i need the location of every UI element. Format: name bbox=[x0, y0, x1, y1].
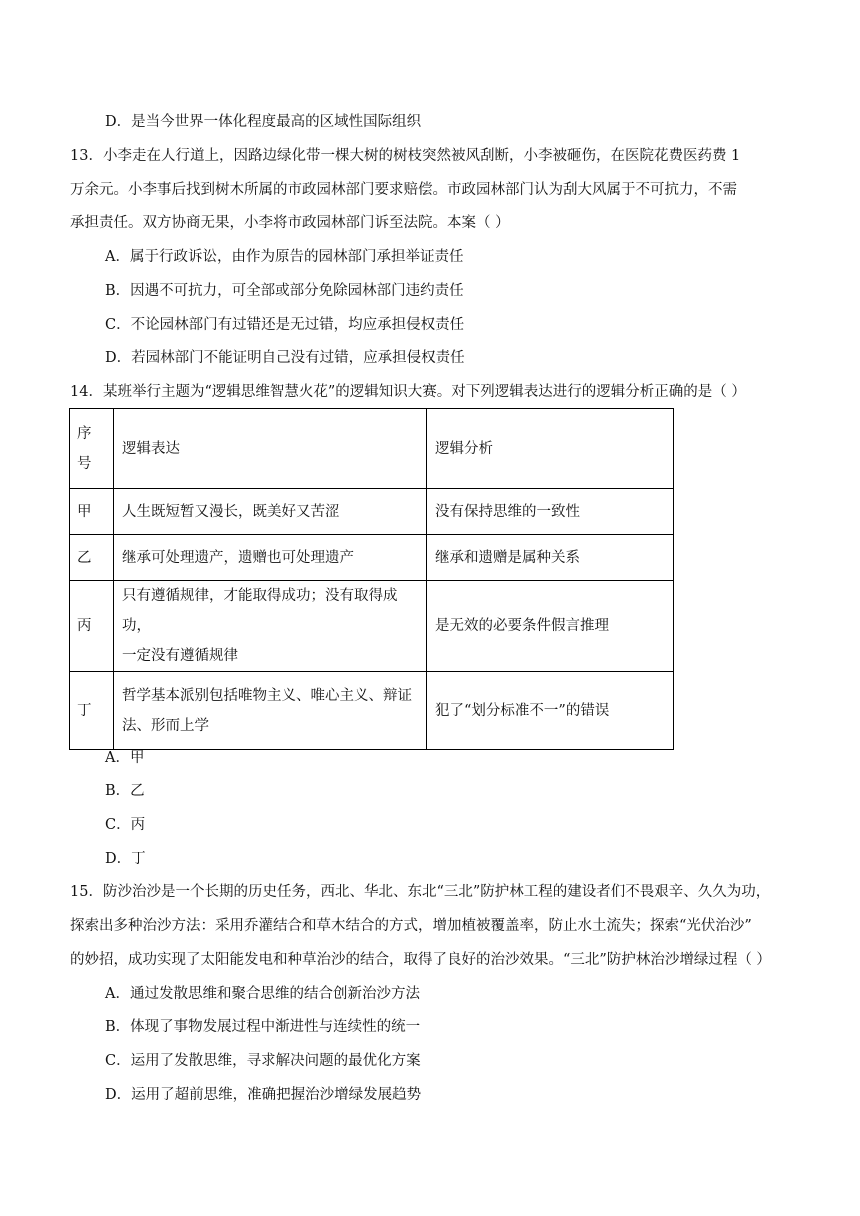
q13-stem-line-2: 万余元。小李事后找到树木所属的市政园林部门要求赔偿。市政园林部门认为刮大风属于不可抗力，不需 bbox=[70, 182, 737, 198]
logic-table bbox=[69, 408, 674, 750]
header-idx-line-1: 序 bbox=[77, 425, 92, 442]
q13-option-a: A．属于行政诉讼，由作为原告的园林部门承担举证责任 bbox=[105, 249, 464, 265]
q14-option-d: D．丁 bbox=[105, 851, 146, 867]
q15-stem-line-1: 15．防沙治沙是一个长期的历史任务，西北、华北、东北“三北”防护林工程的建设者们不畏艰辛、久久为功， bbox=[70, 884, 771, 900]
row-anal: 没有保持思维的一致性 bbox=[427, 489, 674, 535]
q15-option-c: C．运用了发散思维，寻求解决问题的最优化方案 bbox=[105, 1053, 421, 1069]
row-idx: 甲 bbox=[70, 489, 114, 535]
row-expr: 人生既短暂又漫长，既美好又苦涩 bbox=[114, 489, 427, 535]
header-anal: 逻辑分析 bbox=[427, 409, 674, 489]
row-expr-line-1: 只有遵循规律，才能取得成功；没有取得成功， bbox=[122, 588, 398, 634]
q13-stem-line-3: 承担责任。双方协商无果，小李将市政园林部门诉至法院。本案（ ） bbox=[70, 215, 510, 231]
q14-option-b: B．乙 bbox=[105, 783, 145, 799]
q15-option-b: B．体现了事物发展过程中渐进性与连续性的统一 bbox=[105, 1019, 421, 1035]
row-idx: 丁 bbox=[70, 672, 114, 750]
table-row bbox=[70, 489, 674, 535]
row-anal: 继承和遗赠是属种关系 bbox=[427, 535, 674, 581]
q15-option-d: D．运用了超前思维，准确把握治沙增绿发展趋势 bbox=[105, 1087, 422, 1103]
row-idx: 丙 bbox=[70, 581, 114, 672]
q15-stem-line-3: 的妙招，成功实现了太阳能发电和种草治沙的结合，取得了良好的治沙效果。“三北”防护林治沙增绿过程（ ） bbox=[70, 952, 771, 968]
q14-option-c: C．丙 bbox=[105, 817, 146, 833]
header-expr: 逻辑表达 bbox=[114, 409, 427, 489]
row-anal: 犯了“划分标准不一”的错误 bbox=[427, 672, 674, 750]
table-row bbox=[70, 581, 674, 672]
table-header-row bbox=[70, 409, 674, 489]
q14-stem: 14．某班举行主题为“逻辑思维智慧火花”的逻辑知识大赛。对下列逻辑表达进行的逻辑分析正确的是（ ） bbox=[70, 384, 746, 400]
header-idx-line-2: 号 bbox=[77, 455, 92, 472]
q13-option-d: D．若园林部门不能证明自己没有过错，应承担侵权责任 bbox=[105, 350, 465, 366]
row-idx: 乙 bbox=[70, 535, 114, 581]
table-row bbox=[70, 672, 674, 750]
row-expr bbox=[114, 581, 427, 672]
row-expr bbox=[114, 672, 427, 750]
row-expr-line-1: 哲学基本派别包括唯物主义、唯心主义、辩证 bbox=[122, 687, 412, 704]
q12-option-d: D．是当今世界一体化程度最高的区域性国际组织 bbox=[105, 114, 422, 130]
q13-stem-line-1: 13．小李走在人行道上，因路边绿化带一棵大树的树枝突然被风刮断，小李被砸伤，在医院花费医药费 1 bbox=[70, 148, 741, 164]
header-idx bbox=[70, 409, 114, 489]
row-anal: 是无效的必要条件假言推理 bbox=[427, 581, 674, 672]
row-expr-line-2: 法、形而上学 bbox=[122, 717, 209, 734]
q13-option-b: B．因遇不可抗力，可全部或部分免除园林部门违约责任 bbox=[105, 283, 464, 299]
q14-option-a: A．甲 bbox=[105, 750, 145, 766]
row-expr-line-2: 一定没有遵循规律 bbox=[122, 648, 238, 664]
q15-option-a: A．通过发散思维和聚合思维的结合创新治沙方法 bbox=[105, 986, 420, 1002]
q15-stem-line-2: 探索出多种治沙方法：采用乔灌结合和草木结合的方式，增加植被覆盖率，防止水土流失；探索“光伏治沙” bbox=[70, 918, 752, 934]
row-expr: 继承可处理遗产，遗赠也可处理遗产 bbox=[114, 535, 427, 581]
q13-option-c: C．不论园林部门有过错还是无过错，均应承担侵权责任 bbox=[105, 317, 465, 333]
table-row bbox=[70, 535, 674, 581]
